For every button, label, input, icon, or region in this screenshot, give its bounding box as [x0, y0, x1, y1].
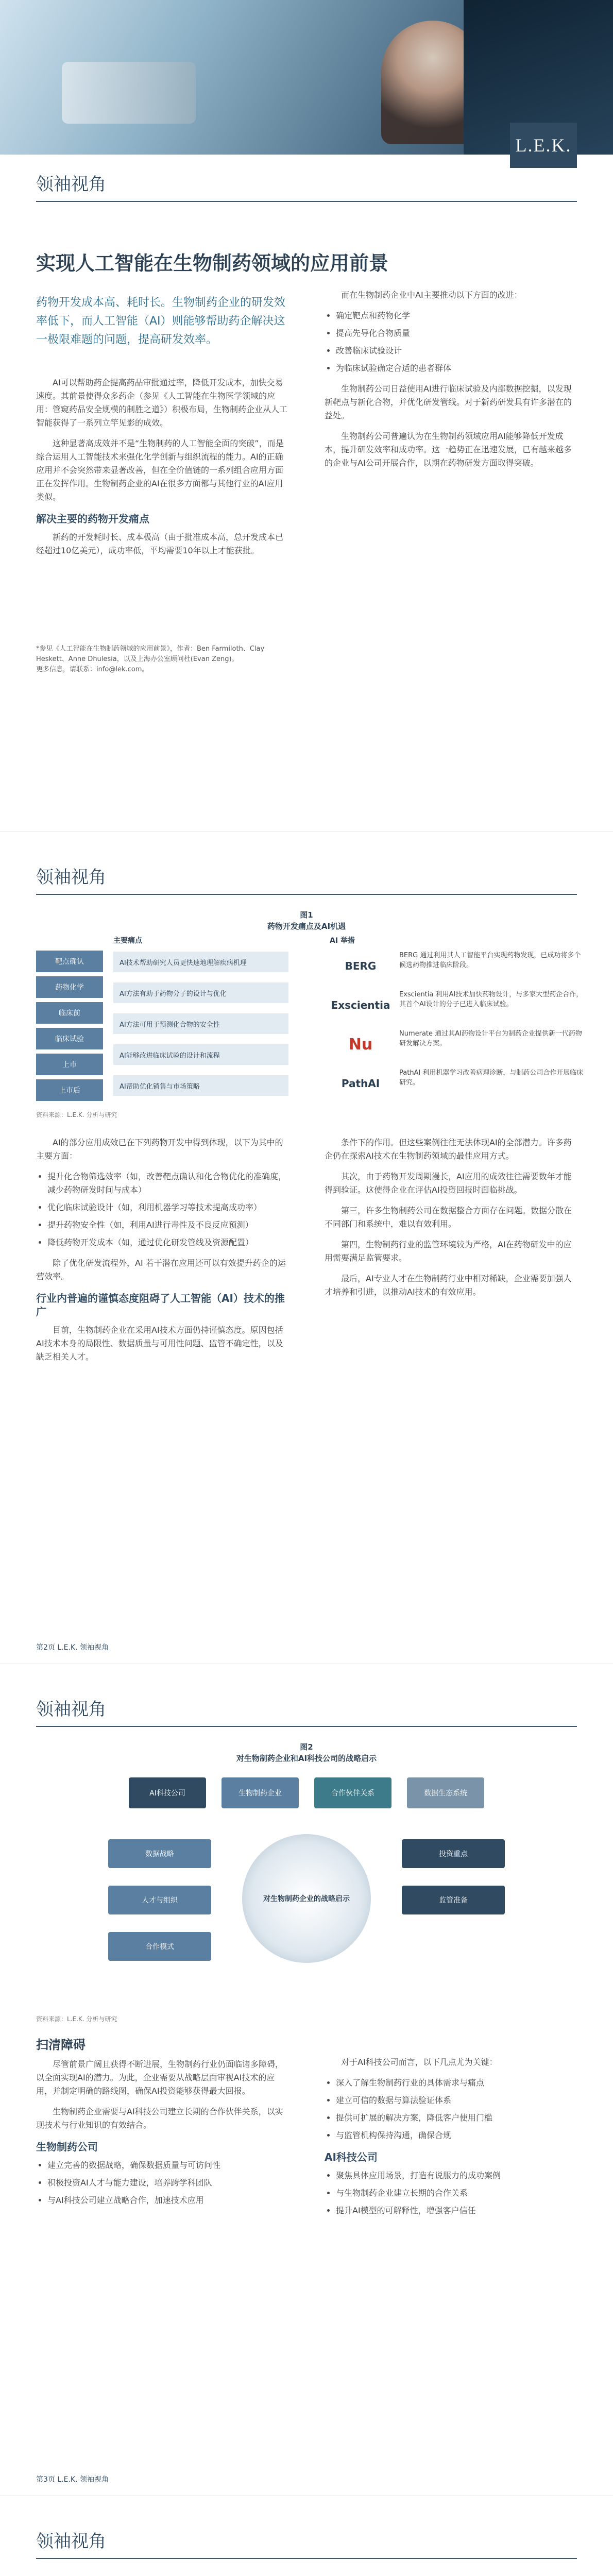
list-item: • 改善临床试验设计: [336, 344, 577, 358]
paragraph: 这种显著高成效并不是“生物制药的人工智能全面的突破”，而是综合运用人工智能技术来强化化学创新与组织流程的能力。AI的正确应用并不会突然带来显著改善，但在全价值链的一系列组合应用方面正在发挥作用。生物制药企业的AI在很多方面都与其他行业的AI应用类似。: [36, 438, 284, 502]
subhead: 解决主要的药物开发痛点: [36, 513, 149, 525]
list-item: • 提升化合物筛选效率（如，改善靶点确认和化合物优化的准确度，减少药物研发时间与成本）: [47, 1170, 288, 1197]
page-2: [0, 832, 613, 1664]
page-4: [0, 2496, 613, 2576]
right-column: [325, 2056, 577, 2225]
bullet-list: [36, 1170, 288, 1249]
list-item: • 降低药物开发成本（如，通过优化研发管线及资源配置）: [47, 1236, 288, 1249]
company-logo: BERG: [345, 960, 377, 972]
list-item: • 提供可扩展的解决方案，降低客户使用门槛: [336, 2111, 577, 2125]
page-footer: 第2页 L.E.K. 领袖视角: [36, 1643, 109, 1652]
list-item: • 建立可信的数据与算法验证体系: [336, 2094, 577, 2107]
diagram-node-side: 监管准备: [402, 1886, 505, 1914]
microscope-image: [62, 62, 196, 124]
paragraph: 第三，许多生物制药公司在数据整合方面存在问题。数据分散在不同部门和系统中，难以有效利用。: [325, 1206, 572, 1229]
diagram-node-side: 投资重点: [402, 1839, 505, 1868]
company-logo: PathAI: [341, 1077, 380, 1090]
benefit-row: AI方法有助于药物分子的设计与优化: [113, 982, 288, 1003]
list-item: • 提升药物安全性（如，利用AI进行毒性及不良反应预测）: [47, 1218, 288, 1232]
paragraph: AI的部分应用成效已在下列药物开发中得到体现，以下为其中的主要方面：: [36, 1138, 283, 1161]
bullet-list: [325, 2076, 577, 2142]
company-logo: Nu: [348, 1035, 373, 1054]
list-item: • 优化临床试验设计（如，利用机器学习等技术提高成功率）: [47, 1201, 288, 1214]
article-intro: 药物开发成本高、耗时长。生物制药企业的研发效率低下，而人工智能（AI）则能够帮助药企解决这一极限难题的问题，提高研发效率。: [36, 296, 286, 346]
company-logo: Exscientia: [331, 999, 390, 1011]
chain-step: 临床前: [36, 1002, 103, 1024]
list-item: • 深入了解生物制药行业的具体需求与痛点: [336, 2076, 577, 2090]
left-column: [36, 376, 288, 565]
paragraph: 最后，AI专业人才在生物制药行业中相对稀缺，企业需要加强人才培养和引进，以推动AI技术的有效应用。: [325, 1274, 572, 1297]
subhead: AI科技公司: [325, 2151, 378, 2163]
col-head-left: 主要痛点: [113, 937, 142, 945]
chain-step: 药物化学: [36, 976, 103, 998]
list-item: • 为临床试验确定合适的患者群体: [336, 362, 577, 375]
page-footer: 第3页 L.E.K. 领袖视角: [36, 2476, 109, 2484]
figure-label: 图2: [300, 1742, 313, 1752]
section-title: 领袖视角: [36, 175, 106, 194]
diagram-node-side: 人才与组织: [108, 1886, 211, 1914]
section-title: 领袖视角: [36, 868, 106, 887]
paragraph: AI可以帮助药企提高药品审批通过率，降低开发成本，加快交易速度。其前景使得众多药企（参见《人工智能在生物医学领域的应用：管窥药品安全规模的制胜之道》）积极布局，生物制药企业从人工智能获得了一系列立竿见影的成效。: [36, 378, 288, 428]
bullet-list: [325, 2169, 577, 2217]
page-3: [0, 1664, 613, 2496]
list-item: • 确定靶点和药物化学: [336, 309, 577, 323]
chain-step: 靶点确认: [36, 951, 103, 972]
figure-source: 资料来源：L.E.K. 分析与研究: [36, 2015, 117, 2023]
diagram-node-side: 合作模式: [108, 1932, 211, 1961]
list-item: • 建立完善的数据战略，确保数据质量与可访问性: [47, 2159, 288, 2172]
paragraph: 条件下的作用。但这些案例往往无法体现AI的全部潜力。许多药企仍在探索AI技术在生物制药领域的最佳应用方式。: [325, 1138, 572, 1161]
figure-caption: 对生物制药企业和AI科技公司的战略启示: [236, 1754, 377, 1763]
section-rule: [36, 2558, 577, 2559]
paragraph: 生物制药公司普遍认为在生物制药领域应用AI能够降低开发成本，提升研发效率和成功率。这一趋势正在迅速发展，已有越来越多的企业与AI公司开展合作，以期在药物研发方面取得突破。: [325, 431, 572, 468]
figure-title: [0, 1741, 613, 1764]
paragraph: 生物制药公司日益使用AI进行临床试验及内部数据挖掘，以发现新靶点与新化合物，并优化研发管线。对于新药研发具有许多潜在的益处。: [325, 384, 572, 420]
company-description: Exscientia 利用AI技术加快药物设计，与多家大型药企合作，其首个AI设计的分子已进入临床试验。: [399, 991, 583, 1008]
diagram-node-top: 合作伙伴关系: [314, 1777, 391, 1808]
subhead: 行业内普遍的谨慎态度阻碍了人工智能（AI）技术的推广: [36, 1292, 285, 1318]
figure-caption: 药物开发痛点及AI机遇: [267, 922, 346, 931]
paragraph: 除了优化研发流程外，AI 若干潜在应用还可以有效提升药企的运营效率。: [36, 1258, 286, 1281]
paragraph: 其次，由于药物开发周期漫长，AI应用的成效往往需要数年才能得到验证。这使得企业在评估AI投资回报时面临挑战。: [325, 1172, 572, 1195]
figure-source: 资料来源：L.E.K. 分析与研究: [36, 1111, 117, 1118]
paragraph: 而在生物制药企业中AI主要推动以下方面的改进：: [341, 290, 522, 300]
benefit-row: AI帮助优化销售与市场策略: [113, 1075, 288, 1096]
section-heading: 扫清障碍: [36, 2038, 86, 2052]
paragraph: 目前，生物制药企业在采用AI技术方面仍持谨慎态度。原因包括AI技术本身的局限性、数据质量与可用性问题、监管不确定性，以及缺乏相关人才。: [36, 1325, 283, 1362]
bullet-list: [36, 2159, 288, 2207]
section-rule: [36, 894, 577, 895]
right-column: [325, 289, 577, 477]
company-row: [330, 1029, 587, 1069]
footnote: [36, 644, 288, 675]
left-column: [36, 1136, 288, 1371]
list-item: • 聚焦具体应用场景，打造有说服力的成功案例: [336, 2169, 577, 2182]
diagram-node-top: 数据生态系统: [407, 1777, 484, 1808]
benefit-row: AI技术帮助研究人员更快速地理解疾病机理: [113, 952, 288, 972]
company-description: BERG 通过利用其人工智能平台实现药物发现，已成功将多个候选药物推进临床阶段。: [399, 952, 581, 969]
article-title: 实现人工智能在生物制药领域的应用前景: [36, 252, 389, 275]
footnote-text: *参见《人工智能在生物制药领域的应用前景》，作者：Ben Farmiloth、Clay Heskett、Anne Dhulesia，以及上海办公室顾问杜(Evan Zeng)。: [36, 645, 265, 663]
list-item: • 与AI科技公司建立战略合作，加速技术应用: [47, 2194, 288, 2207]
diagram-node-top: 生物制药企业: [222, 1777, 299, 1808]
page-1: [0, 0, 613, 832]
subhead: 生物制药公司: [36, 2141, 98, 2153]
benefit-row: AI能够改进临床试验的设计和流程: [113, 1044, 288, 1065]
list-item: • 积极投资AI人才与能力建设，培养跨学科团队: [47, 2176, 288, 2190]
diagram-node-top: AI科技公司: [129, 1777, 206, 1808]
col-head-right: AI 举措: [330, 937, 355, 945]
chain-step: 临床试验: [36, 1028, 103, 1049]
paragraph: 第四，生物制药行业的监管环境较为严格，AI在药物研发中的应用需要满足监管要求。: [325, 1240, 572, 1263]
figure-title: [0, 909, 613, 932]
list-item: • 提升AI模型的可解释性，增强客户信任: [336, 2204, 577, 2217]
paragraph: 尽管前景广阔且获得不断进展，生物制药行业仍面临诸多障碍，以全面实现AI的潜力。为此，企业需要从战略层面审视AI技术的应用，并制定明确的路线图，确保AI投资能够获得最大回报。: [36, 2059, 284, 2096]
chain-step: 上市后: [36, 1079, 103, 1101]
left-column: [36, 2035, 288, 2214]
company-row: [330, 951, 587, 991]
contact-text: 更多信息，请联系：info@lek.com。: [36, 666, 149, 673]
section-title: 领袖视角: [36, 1700, 106, 1719]
paragraph: 对于AI科技公司而言，以下几点尤为关键：: [341, 2057, 498, 2067]
right-column: [325, 1136, 577, 1306]
diagram-center: 对生物制药企业的战略启示: [242, 1834, 371, 1963]
list-item: • 与监管机构保持沟通，确保合规: [336, 2129, 577, 2142]
benefit-row: AI方法可用于预测化合物的安全性: [113, 1013, 288, 1034]
figure-label: 图1: [300, 910, 313, 920]
paragraph: 新药的开发耗时长、成本极高（由于批准成本高，总开发成本已经超过10亿美元），成功率低，平均需要10年以上才能获批。: [36, 532, 284, 555]
section-rule: [36, 201, 577, 202]
section-title: 领袖视角: [36, 2532, 106, 2551]
list-item: • 提高先导化合物质量: [336, 327, 577, 340]
paragraph: 生物制药企业需要与AI科技公司建立长期的合作伙伴关系，以实现技术与行业知识的有效结合。: [36, 2107, 283, 2130]
lek-logo: L.E.K.: [510, 123, 577, 168]
company-row: [330, 1068, 587, 1108]
chain-step: 上市: [36, 1054, 103, 1075]
diagram-node-side: 数据战略: [108, 1839, 211, 1868]
section-rule: [36, 1726, 577, 1727]
company-description: PathAI 利用机器学习改善病理诊断，与制药公司合作开展临床研究。: [399, 1069, 584, 1087]
company-description: Numerate 通过其AI药物设计平台为制药企业提供新一代药物研发解决方案。: [399, 1030, 582, 1047]
company-row: [330, 990, 587, 1030]
list-item: • 与生物制药企业建立长期的合作关系: [336, 2187, 577, 2200]
bullet-list: [325, 309, 577, 375]
